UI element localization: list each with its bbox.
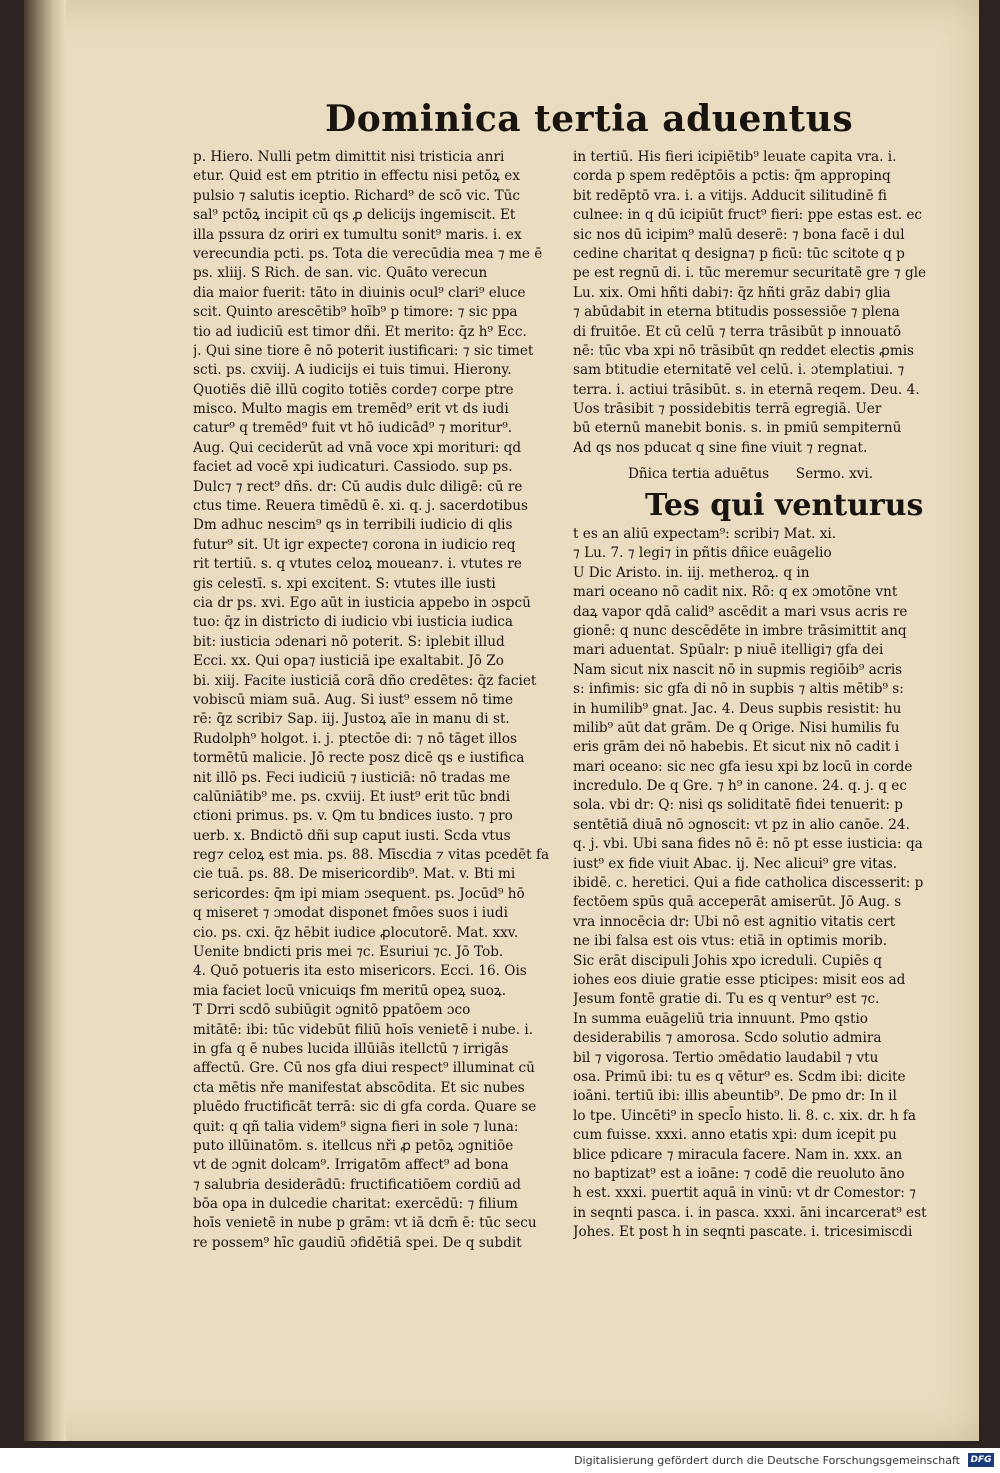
text-line: scit. Quinto arescētib⁹ hoīb⁹ p timore: ⁊ sic ppa [193,304,518,321]
text-line: vobiscū miam suā. Aug. Si iust⁹ essem nō time [193,691,514,708]
text-line: 4. Quō potueris ita esto misericors. Ecci. 16. Ois [193,963,527,980]
text-line: ⁊ Lu. 7. ⁊ legi⁊ in pñtis dñice euāgelio [573,545,832,562]
text-line: Dulc⁊ ⁊ rect⁹ dñs. dr: Cū audis dulc diligē: cū re [193,478,523,495]
dfg-logo: DFG [968,1453,994,1467]
text-line: in humilib⁹ gnat. Jac. 4. Deus supbis resistit: hu [573,700,902,717]
text-line: Uos trāsibit ⁊ possidebitis terrā egregiā. Uer [573,401,882,418]
text-line: t es an aliū expectam⁹: scribi⁊ Mat. xi. [573,526,837,542]
text-line: ibidē. c. heretici. Qui a fide catholica discesserit: p [573,875,924,892]
text-line: ne ibi falsa est ois vtus: etiā in optimis morib. [573,933,888,950]
text-line: Ecci. xx. Qui opa⁊ iusticiā ipe exaltabit. Jō Zo [193,653,504,670]
text-line: sal⁹ pctōꝝ incipit cū qs ꝓ delicijs ingemiscit. Et [193,207,516,224]
text-line: Quotiēs diē illū cogito totiēs corde⁊ corpe ptre [193,381,514,398]
text-line: rē: q̄z scribi⁊ Sap. iij. Justoꝝ aīe in manu di st. [193,711,510,728]
text-line: no baptizat⁹ est a ioāne: ⁊ codē die reuoluto āno [573,1165,905,1182]
text-line: daꝝ vapor qdā calid⁹ ascēdit a mari vsus acris re [573,603,908,620]
text-line: Uenite bndicti pris mei ⁊c. Esuriui ⁊c. Jō Tob. [193,944,504,961]
text-line: cta mētis nře manifestat abscōdita. Et sic nubes [193,1079,525,1096]
text-line: bil ⁊ vigorosa. Tertio ɔmēdatio laudabil ⁊ vtu [573,1049,879,1066]
text-line: in tertiū. His fieri icipiētib⁹ leuate capita vra. i. [573,149,897,165]
text-line: Aug. Qui ceciderūt ad vnā voce xpi morituri: qd [193,439,522,456]
text-line: in gfa q ē nubes lucida illūiās itellctū ⁊ irrigās [193,1040,509,1057]
text-line: p. Hiero. Nulli petm dimittit nisi tristicia anri [193,149,505,165]
text-line: uerb. x. Bndictō dñi sup caput iusti. Scda vtus [193,827,511,844]
text-line: cio. ps. cxi. q̄z hēbit iudice ꝓlocutorē. Mat. xxv. [193,924,519,941]
text-line: eris grām dei nō habebis. Et sicut nix nō cadit i [573,739,900,756]
text-line: tormētū malicie. Jō recte posz dicē qs e iustifica [193,750,525,767]
text-line: s: infimis: sic gfa di nō in supbis ⁊ altis mētib⁹ s: [573,681,904,698]
text-line: ctioni primus. ps. v. Qm tu bndices iusto. ⁊ pro [193,808,513,825]
running-title: Dominica tertia aduentus [325,98,854,140]
text-line: pluēdo fructificāt terrā: sic di gfa corda. Quare se [193,1099,537,1116]
text-line: mari oceano nō cadit nix. Rō: q ex ɔmotōne vnt [573,584,898,601]
text-line: In summa euāgeliū tria innuunt. Pmo qstio [573,1010,868,1027]
text-line: futur⁹ sit. Ut igr expecte⁊ corona in iudicio req [193,536,516,553]
text-line: Lu. xix. Omi hñti dabi⁊: q̄z hñti grāz dabi⁊ glia [573,284,891,301]
text-line: Ad qs nos pducat q sine fine viuit ⁊ regnat. [573,439,868,456]
text-line: illa pssura dz oriri ex tumultu sonit⁹ maris. i. ex [193,226,522,243]
sermon-incipit: Tes qui venturus [645,488,924,523]
text-line: tuo: q̄z in districto di iudicio vbi iusticia iudica [193,614,514,631]
text-line: osa. Primū ibi: tu es q vētur⁹ es. Scdm ibi: dicite [573,1068,906,1085]
text-line: faciet ad vocē xpi iudicaturi. Cassiodo. sup ps. [193,459,513,476]
text-line: pe est regnū di. i. tūc meremur securitatē gre ⁊ gle [573,265,927,282]
text-line: Sic erāt discipuli Johis xpo icreduli. Cupiēs q [573,952,882,969]
text-line: ⁊ abūdabit in eterna btitudis possessiōe ⁊ plena [573,304,900,321]
text-line: T Drri scdō subiūgit ɔgnitō ppatōem ɔco [193,1002,471,1019]
text-line: bi. xiij. Facite iusticiā corā dño credētes: q̄z faciet [193,672,537,689]
text-line: sentētiā diuā nō ɔgnoscit: vt pz in alio canōe. 24. [573,816,910,833]
text-line: fectōem spūs quā acceperāt amiserūt. Jō Aug. s [573,894,902,911]
text-line: mari aduentat. Spūalr: p niuē itelligi⁊ gfa dei [573,642,884,659]
text-line: vra innocēcia dr: Ubi nō est agnitio vitatis cert [573,913,896,930]
text-line: incredulo. De q Gre. ⁊ h⁹ in canone. 24. q. j. q ec [573,778,907,795]
text-line: mia faciet locū vnicuiqs fm meritū opeꝝ suoꝝ. [193,982,507,999]
text-line: etur. Quid est em ptritio in effectu nisi petōꝝ ex [193,168,520,185]
text-line: nē: tūc vba xpi nō trāsibūt qn reddet electis ꝓmis [573,342,915,359]
sermon-header [628,466,873,482]
text-line: milib⁹ aūt dat grām. De q Orige. Nisi humilis fu [573,719,900,736]
text-line: culnee: in q dū icipiūt fruct⁹ fieri: ppe estas est. ec [573,207,923,224]
text-line: cedine charitat q designa⁊ p ficū: tūc scitote q p [573,245,905,262]
text-line: terra. i. actiui trāsibūt. s. in eternā reqem. Deu. 4. [573,381,920,398]
text-line: re possem⁹ hīc gaudiū ɔfidētiā spei. De q subdit [193,1234,522,1251]
text-line: vt de ɔgnit dolcam⁹. Irrigatōm affect⁹ ad bona [193,1157,509,1174]
right-text-column-sermon [573,525,945,1242]
text-line: tio ad iudiciū est timor dñi. Et merito: q̄z h⁹ Ecc. [193,323,527,340]
text-line: h est. xxxi. puertit aquā in vinū: vt dr Comestor: ⁊ [573,1185,916,1202]
text-line: Dm adhuc nescim⁹ qs in terribili iudicio di qlis [193,517,513,534]
text-line: gionē: q nunc descēdēte in imbre trāsimittit anq [573,622,907,639]
text-line: ps. xliij. S Rich. de san. vic. Quāto verecun [193,265,488,282]
text-line: cia dr ps. xvi. Ego aūt in iusticia appebo in ɔspcū [193,594,531,611]
text-line: puto illūinatōm. s. itellcus nři ꝓ petōꝝ ɔgnitiōe [193,1137,514,1154]
text-line: sam btitudie eternitatē vel celū. i. ɔtemplatiui. ⁊ [573,362,905,379]
right-text-column-top [573,148,945,458]
text-line: gis celestī. s. xpi excitent. S: vtutes ille iusti [193,575,496,592]
text-line: reg⁊ celoꝝ est mia. ps. 88. Mīscdia ⁊ vitas pcedēt fa [193,847,550,864]
text-line: pulsio ⁊ salutis iceptio. Richard⁹ de scō vic. Tūc [193,187,521,204]
text-line: calūniātib⁹ me. ps. cxviij. Et iust⁹ erit tūc bndi [193,788,511,805]
text-line: bōa opa in dulcedie charitat: exercēdū: ⁊ filium [193,1196,518,1213]
text-line: iohes eos diuie gratie esse pticipes: misit eos ad [573,971,906,988]
text-line: dia maior fuerit: tāto in diuinis ocul⁹ clari⁹ eluce [193,284,526,301]
text-line: Rudolph⁹ holgot. i. j. ptectōe di: ⁊ nō tāget illos [193,730,517,747]
text-line: scti. ps. cxviij. A iudicijs ei tuis timui. Hierony. [193,362,512,379]
text-line: sic nos dū icipim⁹ malū deserē: ⁊ bona facē i dul [573,226,905,243]
text-line: mitātē: ibi: tūc videbūt filiū hoīs venietē i nube. i. [193,1021,534,1038]
text-line: q miseret ⁊ ɔmodat disponet fmōes suos i iudi [193,905,508,922]
text-line: catur⁹ q tremēd⁹ fuit vt hō iudicād⁹ ⁊ moritur⁹. [193,420,513,437]
text-line: bit: iusticia ɔdenari nō poterit. S: iplebit illud [193,633,505,650]
text-line: cie tuā. ps. 88. De misericordib⁹. Mat. v. Bti mi [193,866,516,883]
text-line: corda p spem redēptōis a pctis: q̄m appropinq [573,168,891,185]
sermon-header-title: Dñica tertia aduētus [628,466,770,482]
text-line: blice pdicare ⁊ miracula facere. Nam in. xxx. an [573,1146,903,1163]
funding-credit: Digitalisierung gefördert durch die Deutsche Forschungsgemeinschaft [574,1454,960,1467]
text-line: misco. Multo magis em tremēd⁹ erit vt ds iudi [193,401,509,418]
text-line: in seqnti pasca. i. in pasca. xxxi. āni incarcerat⁹ est [573,1204,927,1221]
text-line: Jesum fontē gratie di. Tu es q ventur⁹ est ⁊c. [573,991,880,1008]
page-gutter [24,0,66,1441]
text-line: desiderabilis ⁊ amorosa. Scdo solutio admira [573,1030,882,1047]
text-line: cum fuisse. xxxi. anno etatis xpi: dum icepit pu [573,1127,897,1144]
text-line: quit: q qñ talia videm⁹ signa fieri in sole ⁊ luna: [193,1118,519,1135]
left-text-column [193,148,558,1253]
text-line: bū eternū manebit bonis. s. in pmiū sempiternū [573,420,902,437]
text-line: verecundia pcti. ps. Tota die verecūdia mea ⁊ me ē [193,245,543,262]
text-line: sola. vbi dr: Q: nisi qs soliditatē fidei tenuerit: p [573,797,903,814]
text-line: Nam sicut nix nascit nō in supmis regiōib⁹ acris [573,661,903,678]
text-line: j. Qui sine tiore ē nō poterit iustificari: ⁊ sic timet [193,342,534,359]
text-line: ioāni. tertiū ibi: illis abeuntib⁹. De pmo dr: In il [573,1088,897,1105]
sermon-number: Sermo. xvi. [795,466,874,482]
text-line: mari oceano: sic nec gfa iesu xpi bz locū in corde [573,758,913,775]
text-line: hoīs venietē in nube p grām: vt iā dcm̄ ē: tūc secu [193,1215,537,1232]
text-line: di fruitōe. Et cū celū ⁊ terra trāsibūt p innouatō [573,323,902,340]
text-line: lo tpe. Uincēti⁹ in specl̄o histo. li. 8. c. xix. dr. h fa [573,1107,917,1124]
text-line: affectū. Gre. Cū nos gfa diui respect⁹ illuminat cū [193,1060,535,1077]
text-line: rit tertiū. s. q vtutes celoꝝ mouean⁊. i. vtutes re [193,556,522,573]
text-line: ⁊ salubria desiderādū: fructificatiōem cordiū ad [193,1176,521,1193]
text-line: iust⁹ ex fide viuit Abac. ij. Nec alicui⁹ gre vitas. [573,855,898,872]
text-line: bit redēptō vra. i. a vitijs. Adducit silitudinē fi [573,187,887,204]
text-line: U Dic Aristo. in. iij. metheroꝝ. q in [573,564,810,581]
text-line: ctus time. Reuera timēdū ē. xi. q. j. sacerdotibus [193,498,528,515]
footer-bar [0,1448,1000,1473]
text-line: q. j. vbi. Ubi sana fides nō ē: nō pt esse iusticia: qa [573,836,923,853]
text-line: nit illō ps. Feci iudiciū ⁊ iusticiā: nō tradas me [193,769,511,786]
text-line: Johes. Et post h in seqnti pascate. i. tricesimiscdi [573,1224,913,1241]
text-line: sericordes: q̄m ipi miam ɔsequent. ps. Jocūd⁹ hō [193,885,525,902]
